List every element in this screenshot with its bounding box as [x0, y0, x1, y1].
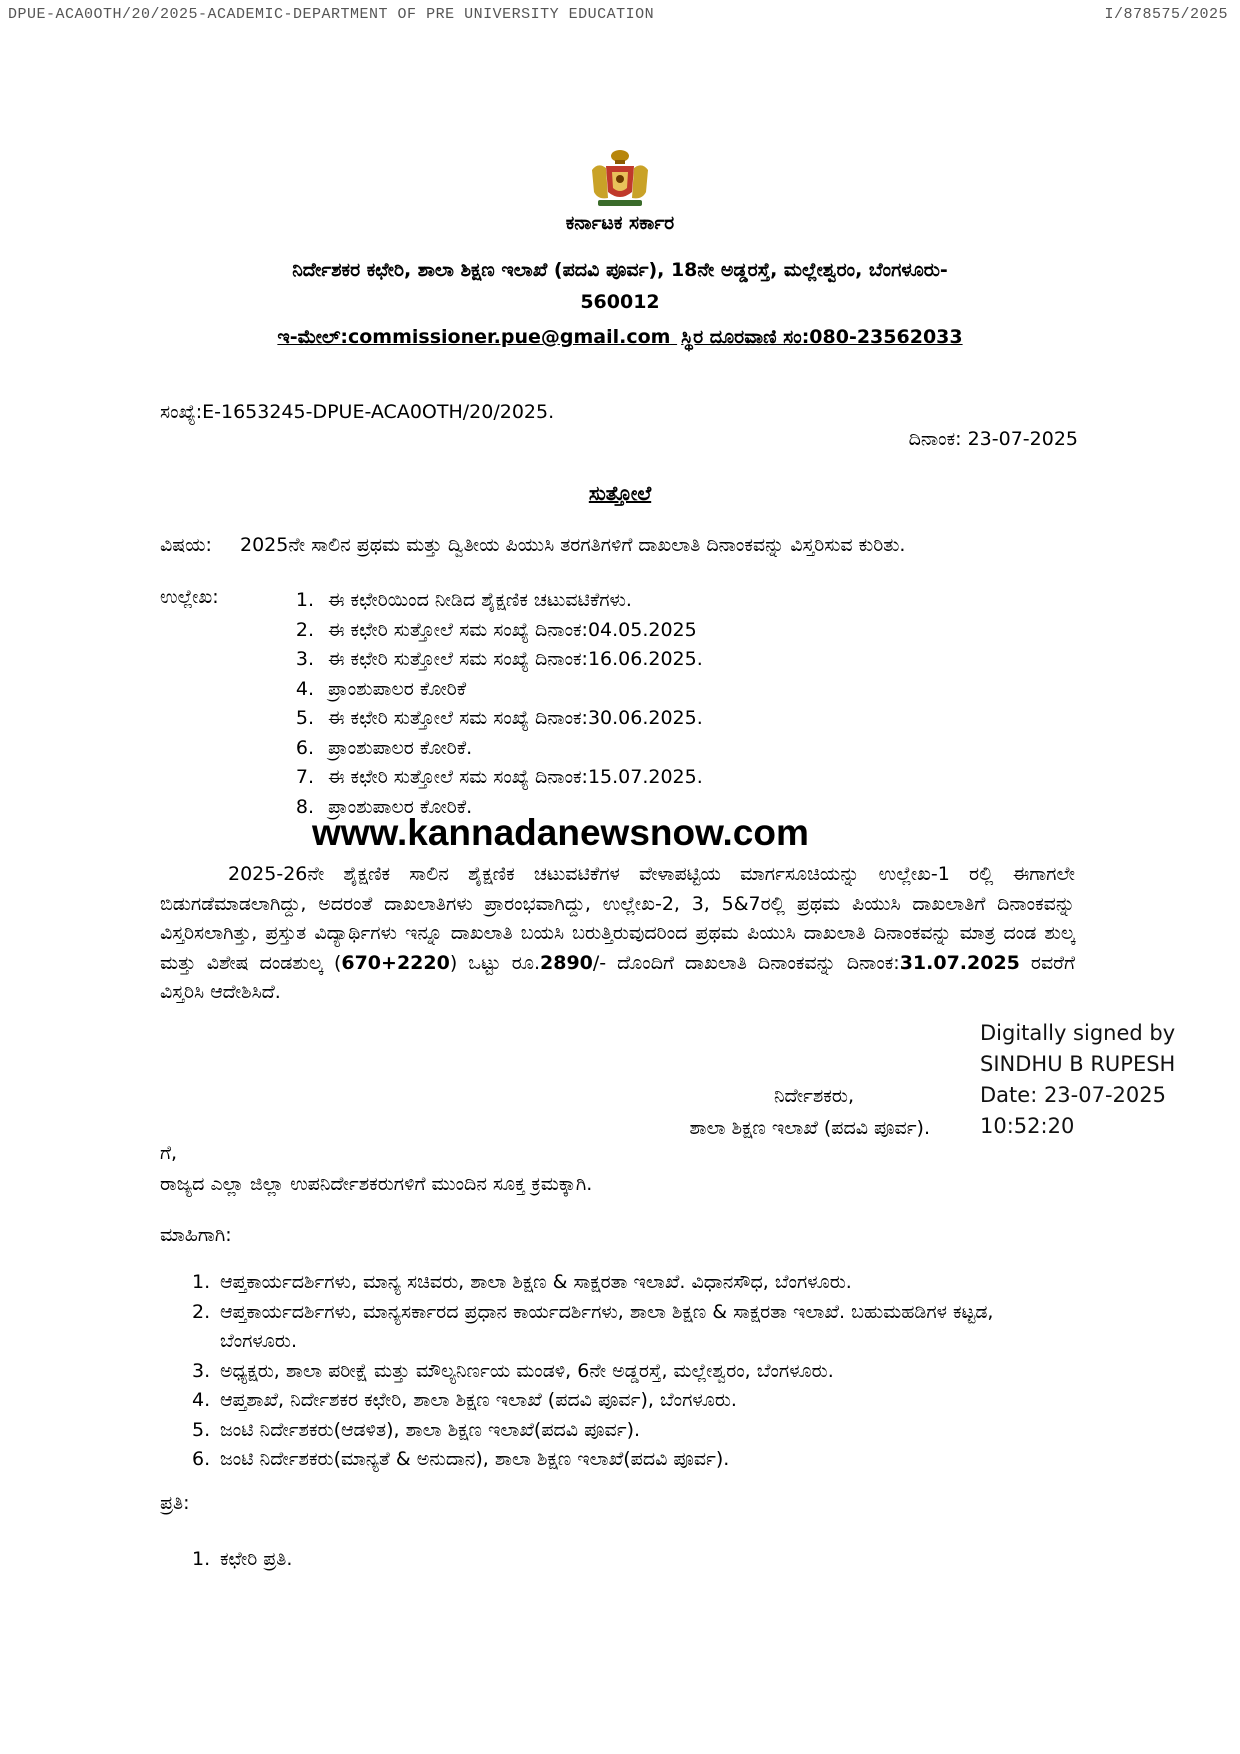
list-item: 1. ಆಪ್ತಕಾರ್ಯದರ್ಶಿಗಳು, ಮಾನ್ಯ ಸಚಿವರು, ಶಾಲಾ ಶಿಕ್ಷಣ & ಸಾಕ್ಷರತಾ ಇಲಾಖೆ. ವಿಧಾನಸೌಧ, ಬೆಂಗಳೂರು. — [192, 1271, 852, 1293]
header-file-reference: DPUE-ACA0OTH/20/2025-ACADEMIC-DEPARTMENT OF PRE UNIVERSITY EDUCATION — [8, 6, 655, 23]
list-item: 4. ಪ್ರಾಂಶುಪಾಲರ ಕೋರಿಕೆ — [295, 677, 467, 700]
list-item: 3. ಅಧ್ಯಕ್ಷರು, ಶಾಲಾ ಪರೀಕ್ಷೆ ಮತ್ತು ಮೌಲ್ಯನಿರ್ಣಯ ಮಂಡಳಿ, 6ನೇ ಅಡ್ಡರಸ್ತೆ, ಮಲ್ಲೇಶ್ವರಂ, ಬೆಂಗಳೂರು. — [192, 1359, 834, 1382]
list-item: 1. ಈ ಕಛೇರಿಯಿಂದ ನೀಡಿದ ಶೈಕ್ಷಣಿಕ ಚಟುವಟಿಕೆಗಳು. — [295, 589, 632, 611]
list-item: 8. ಪ್ರಾಂಶುಪಾಲರ ಕೋರಿಕೆ. — [295, 795, 473, 818]
circular-title: ಸುತ್ತೋಲೆ — [588, 481, 652, 505]
list-item: 1. ಕಛೇರಿ ಪ್ರತಿ. — [192, 1548, 293, 1570]
reference-number: ಸಂಖ್ಯೆ:E-1653245-DPUE-ACA0OTH/20/2025. — [160, 401, 555, 423]
header-inward-number: I/878575/2025 — [1104, 6, 1228, 23]
office-address-line2: 560012 — [580, 291, 660, 313]
list-item: 5. ಜಂಟಿ ನಿರ್ದೇಶಕರು(ಆಡಳಿತ), ಶಾಲಾ ಶಿಕ್ಷಣ ಇಲಾಖೆ(ಪದವಿ ಪೂರ್ವ). — [192, 1418, 641, 1441]
copy-list — [192, 1548, 292, 1570]
subject-label: ವಿಷಯ: — [160, 534, 212, 556]
total-fee: 2890 — [540, 951, 593, 974]
email-text: ಇ-ಮೇಲ್:commissioner.pue@gmail.com — [277, 326, 671, 348]
list-item: 6. ಪ್ರಾಂಶುಪಾಲರ ಕೋರಿಕೆ. — [295, 736, 473, 759]
list-item: 6. ಜಂಟಿ ನಿರ್ದೇಶಕರು(ಮಾನ್ಯತೆ & ಅನುದಾನ), ಶಾಲಾ ಶಿಕ್ಷಣ ಇಲಾಖೆ(ಪದವಿ ಪೂರ್ವ). — [192, 1448, 730, 1470]
deadline-date: 31.07.2025 — [899, 951, 1020, 974]
government-title: ಕರ್ನಾಟಕ ಸರ್ಕಾರ — [565, 212, 675, 234]
list-item: 5. ಈ ಕಛೇರಿ ಸುತ್ತೋಲೆ ಸಮ ಸಂಖ್ಯೆ ದಿನಾಂಕ:30.06.2025. — [295, 707, 703, 729]
fee-breakup: 670+2220 — [341, 951, 450, 974]
list-item: 2. ಈ ಕಛೇರಿ ಸುತ್ತೋಲೆ ಸಮ ಸಂಖ್ಯೆ ದಿನಾಂಕ:04.05.2025 — [295, 618, 697, 641]
digital-signature: Digitally signed by SINDHU B RUPESH Date: 23-07-2025 10:52:20 — [980, 1021, 1176, 1138]
website-watermark: www.kannadanewsnow.com — [312, 812, 809, 853]
references-label: ಉಲ್ಲೇಖ: — [160, 586, 219, 608]
copy-label: ಪ್ರತಿ: — [160, 1492, 190, 1514]
office-address-line1: ನಿರ್ದೇಶಕರ ಕಛೇರಿ, ಶಾಲಾ ಶಿಕ್ಷಣ ಇಲಾಖೆ (ಪದವಿ ಪೂರ್ವ), 18ನೇ ಅಡ್ಡರಸ್ತೆ, ಮಲ್ಲೇಶ್ವರಂ, ಬೆಂಗಳೂರು- — [292, 259, 948, 281]
addressee-text: ರಾಜ್ಯದ ಎಲ್ಲಾ ಜಿಲ್ಲಾ ಉಪನಿರ್ದೇಶಕರುಗಳಿಗೆ ಮುಂದಿನ ಸೂಕ್ತ ಕ್ರಮಕ್ಕಾಗಿ. — [160, 1173, 593, 1195]
karnataka-emblem-icon — [584, 148, 656, 208]
list-item: 3. ಈ ಕಛೇರಿ ಸುತ್ತೋಲೆ ಸಮ ಸಂಖ್ಯೆ ದಿನಾಂಕ:16.06.2025. — [295, 648, 703, 670]
subject-text: 2025ನೇ ಸಾಲಿನ ಪ್ರಥಮ ಮತ್ತು ದ್ವಿತೀಯ ಪಿಯುಸಿ ತರಗತಿಗಳಿಗೆ ದಾಖಲಾತಿ ದಿನಾಂಕವನ್ನು ವಿಸ್ತರಿಸುವ ಕುರಿತು. — [240, 534, 906, 556]
addressee-block — [160, 1138, 592, 1200]
addressee-label: ಗೆ, — [160, 1142, 178, 1164]
signatory-designation: ನಿರ್ದೇಶಕರು, ಶಾಲಾ ಶಿಕ್ಷಣ ಇಲಾಖೆ (ಪದವಿ ಪೂರ್ವ). — [689, 1085, 930, 1139]
information-recipients-list — [192, 1268, 1072, 1475]
body-paragraph: 2025-26ನೇ ಶೈಕ್ಷಣಿಕ ಸಾಲಿನ ಶೈಕ್ಷಣಿಕ ಚಟುವಟಿಕೆಗಳ ವೇಳಾಪಟ್ಟಿಯ ಮಾರ್ಗಸೂಚಿಯನ್ನು ಉಲ್ಲೇಖ-1 ರಲ್ಲಿ ಈಗಾಗಲೇ ಬಿಡುಗಡೆಮಾಡಲಾಗಿದ್ದು, ಅದರಂತೆ ದಾಖಲಾತಿಗಳು ಪ್ರಾರಂಭವಾಗಿದ್ದು, ಉಲ್ಲೇಖ-2, 3, 5&7ರಲ್ಲಿ ಪ್ರಥಮ ಪಿಯುಸಿ ದಾಖಲಾತಿಗೆ ದಿನಾಂಕವನ್ನು ವಿಸ್ತರಿಸಲಾಗಿತ್ತು, ಪ್ರಸ್ತುತ ವಿದ್ಯಾರ್ಥಿಗಳು ಇನ್ನೂ ದಾಖಲಾತಿ ಬಯಸಿ ಬರುತ್ತಿರುವುದರಿಂದ ಪ್ರಥಮ ಪಿಯುಸಿ ದಾಖಲಾತಿ ದಿನಾಂಕವನ್ನು ಮಾತ್ರ ದಂಡ ಶುಲ್ಕ ಮತ್ತು ವಿಶೇಷ ದಂಡಶುಲ್ಕ (670+2220) ಒಟ್ಟು ರೂ.2890/- ದೊಂದಿಗೆ ದಾಖಲಾತಿ ದಿನಾಂಕವನ್ನು ದಿನಾಂಕ:31.07.2025 ರವರೆಗೆ ವಿಸ್ತರಿಸಿ ಆದೇಶಿಸಿದೆ. — [160, 863, 1075, 1003]
office-address — [160, 254, 1080, 318]
letter-date: ದಿನಾಂಕ: 23-07-2025 — [908, 428, 1078, 450]
phone-text: ಸ್ಥಿರ ದೂರವಾಣಿ ಸಂ:080-23562033 — [681, 326, 963, 348]
information-label: ಮಾಹಿಗಾಗಿ: — [160, 1224, 232, 1246]
document-header — [0, 6, 1240, 28]
list-item: 7. ಈ ಕಛೇರಿ ಸುತ್ತೋಲೆ ಸಮ ಸಂಖ್ಯೆ ದಿನಾಂಕ:15.07.2025. — [295, 766, 703, 788]
contact-line — [0, 326, 1240, 348]
list-item: 2. ಆಪ್ತಕಾರ್ಯದರ್ಶಿಗಳು, ಮಾನ್ಯಸರ್ಕಾರದ ಪ್ರಧಾನ ಕಾರ್ಯದರ್ಶಿಗಳು, ಶಾಲಾ ಶಿಕ್ಷಣ & ಸಾಕ್ಷರತಾ ಇಲಾಖೆ. ಬಹುಮಹಡಿಗಳ ಕಟ್ಟಡ, ಬೆಂಗಳೂರು. — [192, 1300, 994, 1352]
list-item: 4. ಆಪ್ತಶಾಖೆ, ನಿರ್ದೇಶಕರ ಕಛೇರಿ, ಶಾಲಾ ಶಿಕ್ಷಣ ಇಲಾಖೆ (ಪದವಿ ಪೂರ್ವ), ಬೆಂಗಳೂರು. — [192, 1389, 737, 1411]
references-list — [270, 586, 703, 822]
